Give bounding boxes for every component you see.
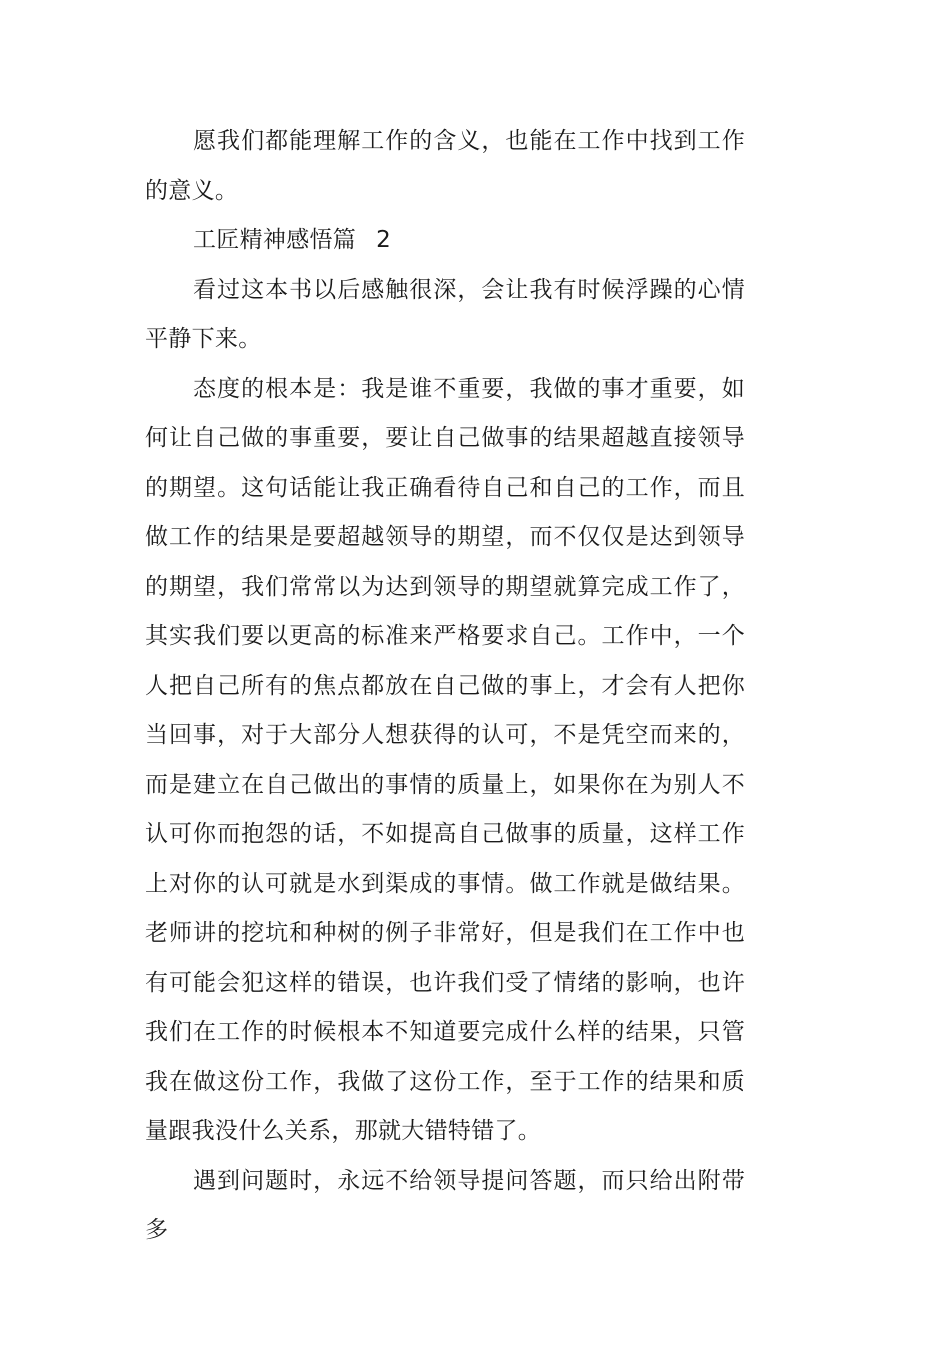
paragraph-reading: 看过这本书以后感触很深，会让我有时候浮躁的心情平静下来。 — [145, 276, 745, 352]
paragraph-attitude: 态度的根本是：我是谁不重要，我做的事才重要，如何让自己做的事重要，要让自己做事的结果超越直接领导的期望。这句话能让我正确看待自己和自己的工作，而且做工作的结果是要超越领导的期望，而不仅仅是达到领导的期望，我们常常以为达到领导的期望就算完成工作了，其实我们要以更高的标准来严格要求自己。工作中，一个人把自己所有的焦点都放在自己做的事上，才会有人把你当回事，对于大部分人想获得的认可，不是凭空而来的，而是建立在自己做出的事情的质量上，如果你在为别人不认可你而抱怨的话，不如提高自己做事的质量，这样工作上对你的认可就是水到渠成的事情。做工作就是做结果。老师讲的挖坑和种树的例子非常好，但是我们在工作中也有可能会犯这样的错误，也许我们受了情绪的影响，也许我们在工作的时候根本不知道要完成什么样的结果，只管我在做这份工作，我做了这份工作，至于工作的结果和质量跟我没什么关系，那就大错特错了。 — [145, 375, 745, 1144]
section-heading-number: 2 — [376, 227, 392, 253]
section-heading-text: 工匠精神感悟篇 — [193, 227, 357, 253]
document-body — [145, 117, 745, 1256]
section-heading — [145, 216, 745, 266]
paragraph-problems: 遇到问题时，永远不给领导提问答题，而只给出附带多 — [145, 1167, 745, 1243]
paragraph-meaning: 愿我们都能理解工作的含义，也能在工作中找到工作的意义。 — [145, 128, 745, 204]
